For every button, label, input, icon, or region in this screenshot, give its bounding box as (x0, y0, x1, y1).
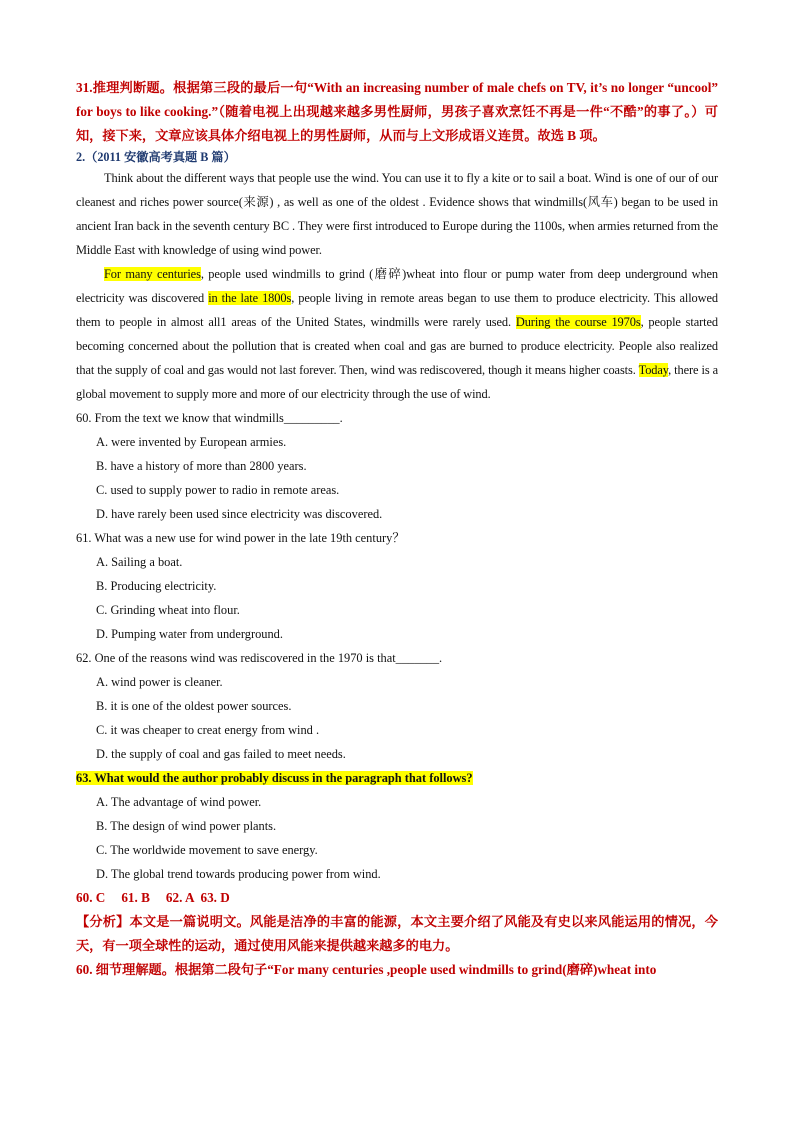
option-c: C. used to supply power to radio in remote areas. (96, 483, 340, 497)
question-stem (76, 766, 718, 790)
question-60 (76, 406, 718, 526)
document-page (76, 76, 718, 982)
option-d: D. Pumping water from underground. (96, 627, 283, 641)
option-a: A. Sailing a boat. (96, 555, 183, 569)
highlight-for-many-centuries: For many centuries (104, 267, 201, 281)
highlight-today: Today (638, 363, 669, 377)
option-c: C. it was cheaper to creat energy from wind . (96, 723, 320, 737)
option-d: D. The global trend towards producing power from wind. (96, 867, 381, 881)
passage-text: , people started becoming concerned about the pollution that is created when coal and gas are burned to produce electricity. People also realized that the supply of coal and gas would not last forever. Then, wind was rediscovered, though it means higher coasts. (76, 315, 718, 377)
option-b: B. Producing electricity. (96, 579, 217, 593)
answer-61: 61. B (121, 890, 150, 905)
analysis-31: 31.推理判断题。根据第三段的最后一句“With an increasing number of male chefs on TV, it’s no longer “uncool” for boys to like cooking.”（随着电视上出现越来越多男性厨师，男孩子喜欢烹饪不再是一件“不酷”的事了。）可知，接下来，文章应该具体介绍电视上的男性厨师，从而与上文形成语义连贯。故选 B 项。 (76, 80, 718, 143)
source-line: 2.（2011 安徽高考真题 B 篇） (76, 150, 236, 164)
option-d: D. have rarely been used since electricity was discovered. (96, 507, 383, 521)
option-b: B. The design of wind power plants. (96, 819, 277, 833)
answer-60: 60. C (76, 890, 106, 905)
passage-text: , people used windmills to grind (磨碎)wheat into flour or pump water from deep underground when electricity was discovered (76, 267, 719, 305)
question-62 (76, 646, 718, 766)
option-b: B. have a history of more than 2800 years. (96, 459, 307, 473)
answer-63: 63. D (200, 890, 230, 905)
option-a: A. were invented by European armies. (96, 435, 287, 449)
question-stem: 62. One of the reasons wind was rediscovered in the 1970 is that_______. (76, 651, 443, 665)
question-stem: 60. From the text we know that windmills_________. (76, 411, 343, 425)
option-a: A. wind power is cleaner. (96, 675, 223, 689)
answer-62: 62. A (165, 890, 195, 905)
passage-paragraph-1: Think about the different ways that people use the wind. You can use it to fly a kite or to sail a boat. Wind is one of our of our cleanest and riches power source(来源) , as well as one of the oldest . Evidence shows that windmills(风车) began to be used in ancient Iran back in the seventh century BC . They were first introduced to Europe during the 1100s, when armies returned from the Middle East with knowledge of using wind power. (76, 171, 718, 257)
option-c: C. The worldwide movement to save energy. (96, 843, 318, 857)
passage-paragraph-2 (76, 262, 718, 406)
highlight-late-1800s: in the late 1800s (208, 291, 292, 305)
question-63 (76, 766, 718, 886)
answer-key (76, 886, 718, 910)
passage-text: , people living in remote areas began to use them to produce electricity. This allowed them to people in almost all1 areas of the United States, windmills were rarely used. (76, 291, 718, 329)
question-61 (76, 526, 718, 646)
option-a: A. The advantage of wind power. (96, 795, 262, 809)
passage-text: , there is a global movement to supply more and more of our electricity through the use of wind. (76, 363, 718, 401)
option-d: D. the supply of coal and gas failed to meet needs. (96, 747, 346, 761)
analysis-summary: 【分析】本文是一篇说明文。风能是洁净的丰富的能源，本文主要介绍了风能及有史以来风能运用的情况，今天，有一项全球性的运动，通过使用风能来提供越来越多的电力。 (76, 914, 718, 953)
highlight-question-63: 63. What would the author probably discuss in the paragraph that follows? (76, 771, 473, 785)
analysis-60: 60. 细节理解题。根据第二段句子“For many centuries ,people used windmills to grind(磨碎)wheat into (76, 962, 657, 977)
option-b: B. it is one of the oldest power sources. (96, 699, 292, 713)
highlight-1970s: During the course 1970s (515, 315, 641, 329)
question-stem: 61. What was a new use for wind power in the late 19th century？ (76, 531, 405, 545)
option-c: C. Grinding wheat into flour. (96, 603, 240, 617)
